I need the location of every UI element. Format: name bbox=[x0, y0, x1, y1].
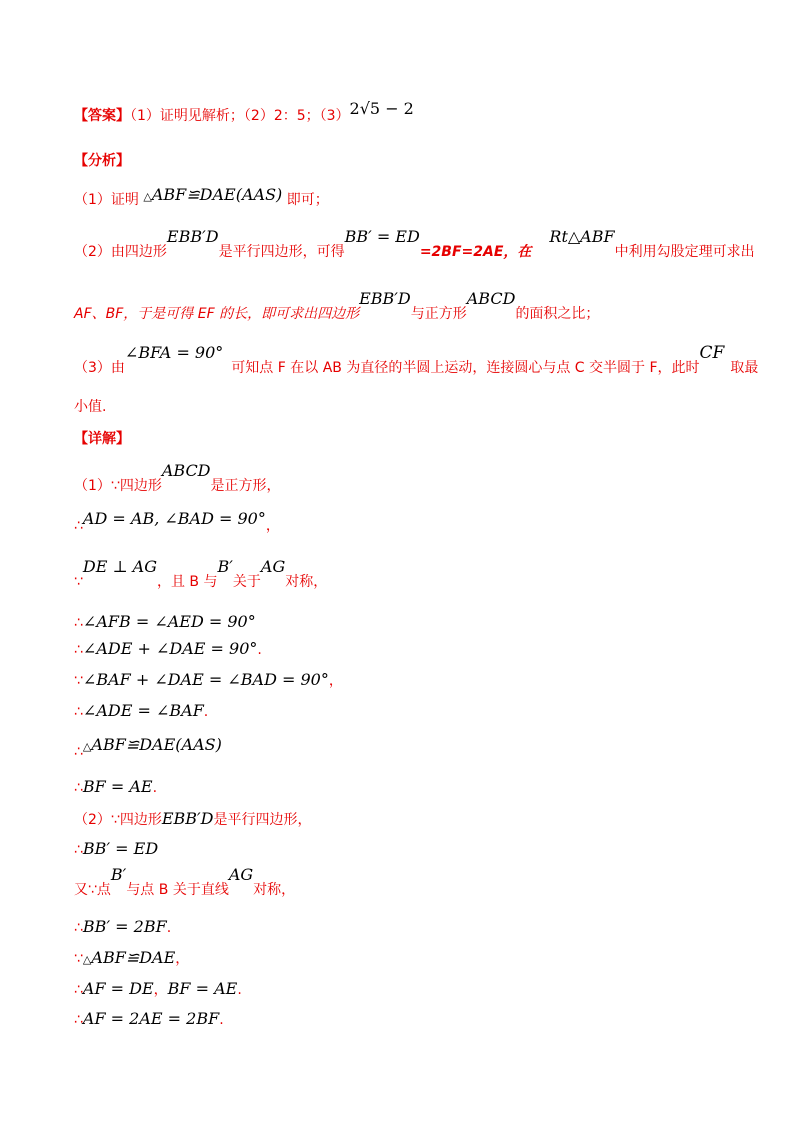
analysis-l2-mid: 是平行四边形，可得 bbox=[218, 244, 345, 260]
detail-line-10 bbox=[74, 810, 311, 829]
detail-l15-math: AF = DE bbox=[82, 979, 154, 998]
detail-l13-pre: ∴ bbox=[74, 920, 83, 936]
analysis-l4-math-2: CF bbox=[699, 343, 725, 363]
detail-line-11 bbox=[74, 840, 158, 859]
analysis-l2-math-2: BB′ = ED bbox=[344, 227, 420, 246]
analysis-line-2 bbox=[74, 227, 755, 261]
detail-l9-post: . bbox=[152, 780, 158, 796]
detail-l1-post: 是正方形， bbox=[210, 478, 281, 494]
detail-line-16 bbox=[74, 1010, 224, 1029]
detail-line-4 bbox=[74, 613, 256, 632]
detail-l9-pre: ∴ bbox=[74, 780, 83, 796]
detail-l4-math: ∠AFB = ∠AED = 90° bbox=[82, 612, 256, 631]
detail-l14-post: ， bbox=[175, 951, 190, 967]
detail-line-15 bbox=[74, 980, 242, 999]
detail-l1-pre: （1）∵四边形 bbox=[74, 478, 162, 494]
analysis-l4-math: ∠BFA = 90° bbox=[124, 343, 224, 362]
detail-l6-math: ∠BAF + ∠DAE = ∠BAD = 90° bbox=[82, 670, 329, 689]
answer-label: 【答案】 bbox=[74, 108, 130, 124]
detail-l2-math: AD = AB, ∠BAD = 90° bbox=[82, 509, 266, 528]
detail-l7-post: . bbox=[203, 704, 209, 720]
detail-l2-pre: ∴ bbox=[74, 518, 83, 534]
analysis-label: 【分析】 bbox=[74, 153, 130, 169]
answer-text: （1）证明见解析；（2）2：5；（3） bbox=[130, 108, 350, 124]
answer-line bbox=[74, 99, 414, 125]
analysis-l3-math-1: EBB′D bbox=[359, 289, 411, 308]
analysis-l3-c: 的面积之比； bbox=[515, 306, 600, 322]
detail-l14-math: △ABF≌DAE bbox=[82, 948, 176, 967]
detail-l8-math-text: ABF≌DAE(AAS) bbox=[91, 735, 222, 754]
detail-l15-post: ， bbox=[153, 982, 168, 998]
detail-l7-math: ∠ADE = ∠BAF bbox=[82, 701, 204, 720]
detail-l16-math: AF = 2AE = 2BF bbox=[82, 1009, 220, 1028]
detail-line-7 bbox=[74, 702, 208, 721]
analysis-l1-math: △ABF≌DAE(AAS) bbox=[143, 185, 283, 204]
analysis-l2-math-3: Rt△ABF bbox=[549, 227, 615, 246]
detail-l3-math-2: B′ bbox=[217, 557, 233, 576]
detail-line-9 bbox=[74, 778, 157, 797]
detail-l12-math: B′ bbox=[110, 865, 127, 884]
analysis-l3-b: 与正方形 bbox=[410, 306, 467, 322]
detail-line-12 bbox=[74, 865, 296, 899]
analysis-l2-pre: （2）由四边形 bbox=[74, 244, 167, 260]
detail-line-2 bbox=[74, 509, 280, 535]
detail-l1-math: ABCD bbox=[161, 461, 211, 480]
detail-l10-math: EBB′D bbox=[161, 809, 214, 828]
detail-l11-pre: ∴ bbox=[74, 842, 83, 858]
detail-l14-pre: ∵ bbox=[74, 951, 83, 967]
analysis-l1-math-text: ABF≌DAE(AAS) bbox=[151, 185, 283, 204]
detail-l15-math-2: BF = AE bbox=[167, 979, 238, 998]
detail-l5-math: ∠ADE + ∠DAE = 90° bbox=[82, 639, 258, 658]
detail-l3-math-3: AG bbox=[260, 557, 286, 576]
detail-l8-math: △ABF≌DAE(AAS) bbox=[82, 735, 222, 754]
detail-l15-post-2: . bbox=[237, 982, 242, 998]
detail-l16-pre: ∴ bbox=[74, 1012, 83, 1028]
analysis-l3-math-2: ABCD bbox=[466, 289, 516, 308]
detail-line-3 bbox=[74, 557, 328, 591]
analysis-l2-post: 中利用勾股定理可求出 bbox=[614, 244, 755, 260]
detail-l5-pre: ∴ bbox=[74, 642, 83, 658]
detail-l10-pre: （2）∵四边形 bbox=[74, 812, 162, 828]
detail-l9-math: BF = AE bbox=[82, 777, 153, 796]
detail-l8-pre: ∴ bbox=[74, 744, 83, 760]
detail-l10-post: 是平行四边形， bbox=[213, 812, 312, 828]
detail-label: 【详解】 bbox=[74, 431, 130, 447]
analysis-l1-post: 即可； bbox=[286, 192, 329, 208]
detail-l12-post: 与点 B 关于直线 bbox=[126, 882, 229, 898]
analysis-l2-math-1: EBB′D bbox=[166, 227, 219, 246]
analysis-line-1 bbox=[74, 185, 329, 210]
detail-line-13 bbox=[74, 918, 171, 937]
analysis-line-4 bbox=[74, 343, 759, 377]
analysis-l2-red: =2BF=2AE，在 bbox=[419, 244, 532, 260]
detail-l12-pre: 又∵点 bbox=[74, 882, 111, 898]
detail-l3-math: DE ⊥ AG bbox=[82, 557, 157, 576]
detail-l7-pre: ∴ bbox=[74, 704, 83, 720]
detail-l11-math: BB′ = ED bbox=[82, 839, 159, 858]
detail-l4-pre: ∴ bbox=[74, 615, 83, 631]
detail-l15-pre: ∴ bbox=[74, 982, 83, 998]
detail-l6-post: ， bbox=[328, 673, 343, 689]
detail-line-6 bbox=[74, 671, 343, 690]
analysis-line-5: 小值. bbox=[74, 399, 107, 415]
detail-l3-post: ，且 B 与 bbox=[156, 574, 218, 590]
detail-l3-pre: ∵ bbox=[74, 574, 83, 590]
answer-expression: 2√5 − 2 bbox=[349, 99, 414, 118]
detail-l3-post-3: 对称， bbox=[285, 574, 328, 590]
analysis-l3-a: AF、BF，于是可得 EF 的长，即可求出四边形 bbox=[74, 306, 360, 322]
analysis-line-3 bbox=[74, 289, 600, 323]
detail-l13-math: BB′ = 2BF bbox=[82, 917, 167, 936]
detail-l5-post: . bbox=[257, 642, 262, 658]
analysis-l4-pre: （3）由 bbox=[74, 360, 125, 376]
detail-l16-post: . bbox=[219, 1012, 224, 1028]
analysis-l4-mid: 可知点 F 在以 AB 为直径的半圆上运动，连接圆心与点 C 交半圆于 F，此时 bbox=[231, 360, 700, 376]
detail-line-8 bbox=[74, 735, 222, 760]
detail-line-1 bbox=[74, 461, 281, 495]
detail-l13-post: . bbox=[166, 920, 172, 936]
detail-l3-post-2: 关于 bbox=[232, 574, 261, 590]
detail-l12-post-2: 对称， bbox=[253, 882, 296, 898]
analysis-l4-post: 取最 bbox=[730, 360, 759, 376]
detail-line-5 bbox=[74, 640, 262, 659]
detail-l12-math-2: AG bbox=[228, 865, 254, 884]
analysis-l1-pre: （1）证明 bbox=[74, 192, 139, 208]
detail-line-14 bbox=[74, 949, 189, 969]
detail-l2-post: ， bbox=[265, 518, 280, 534]
detail-l6-pre: ∵ bbox=[74, 673, 83, 689]
detail-l14-math-text: ABF≌DAE bbox=[91, 948, 176, 967]
